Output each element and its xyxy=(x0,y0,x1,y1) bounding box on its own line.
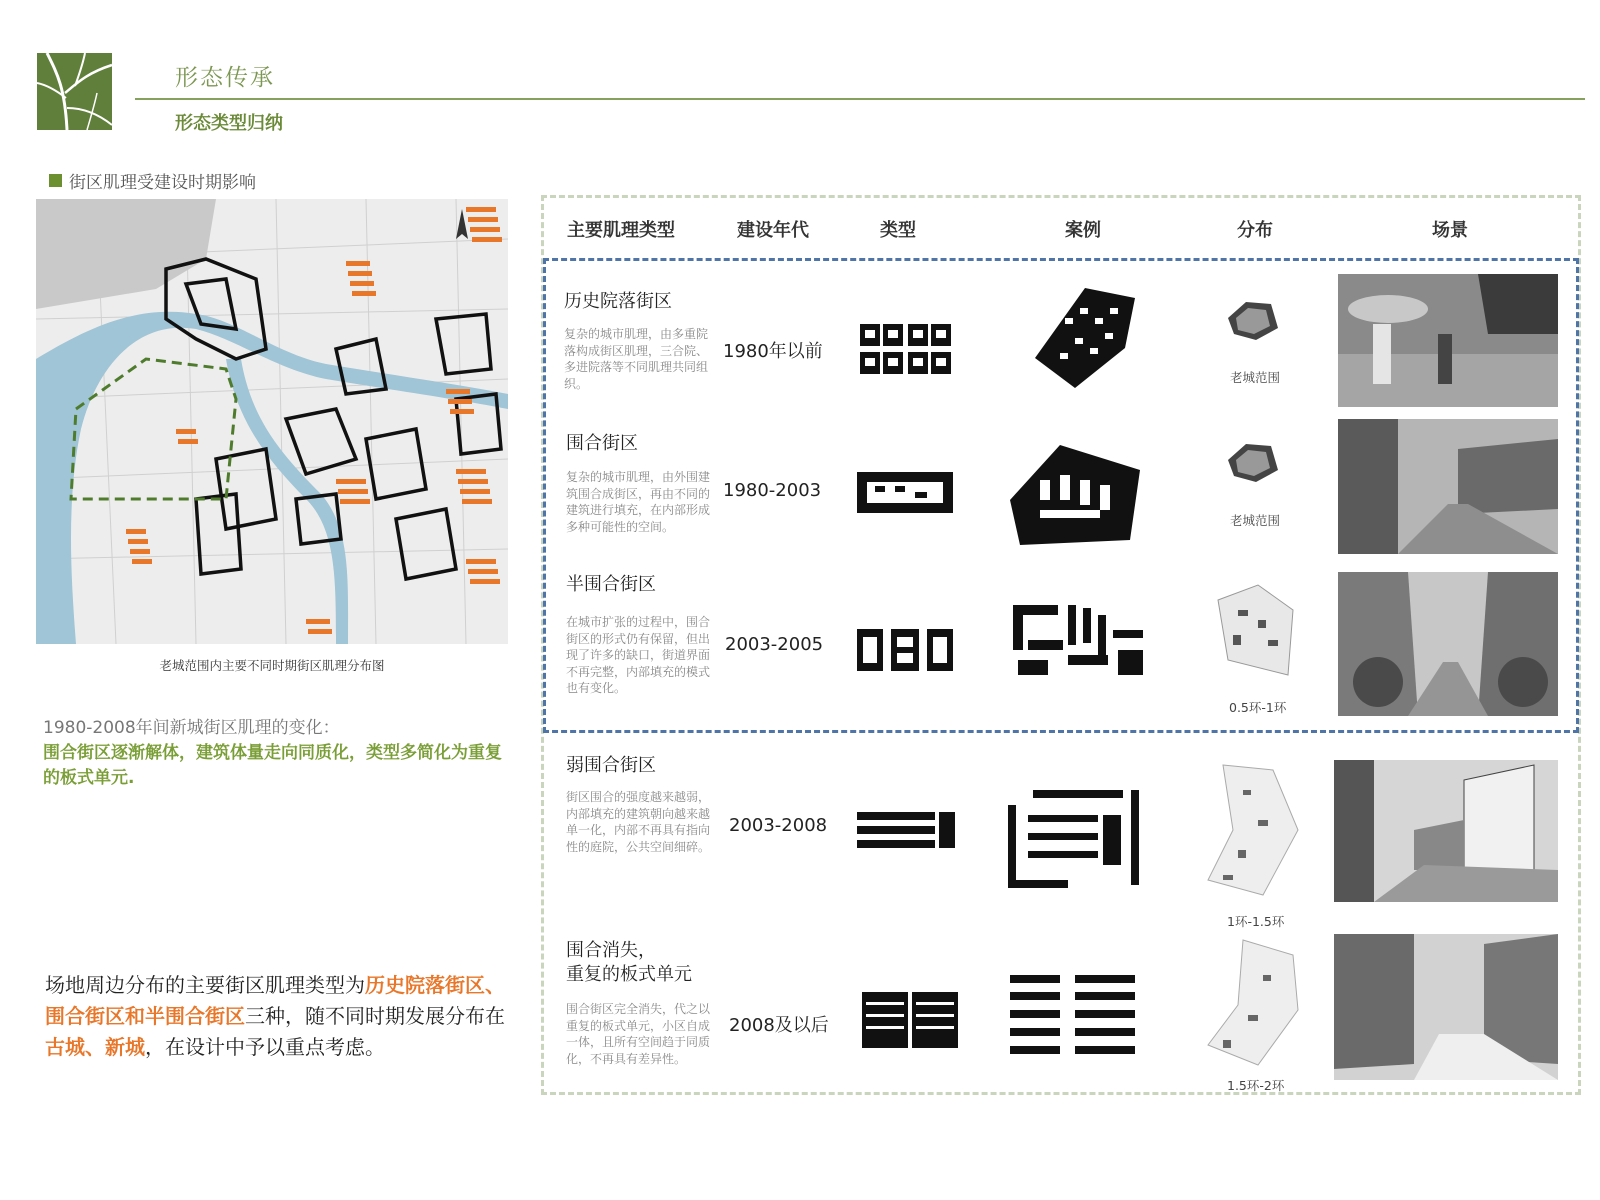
header-distribution: 分布 xyxy=(1237,220,1273,241)
row-4-name: 弱围合街区 xyxy=(566,755,656,776)
row-3-distribution-map xyxy=(1208,580,1298,680)
summary-highlight-2: 古城、新城 xyxy=(45,1035,145,1059)
change-highlight: 围合街区逐渐解体，建筑体量走向同质化，类型多简化为重复的板式单元. xyxy=(43,743,502,788)
row-3-desc: 在城市扩张的过程中，围合街区的形式仍有保留，但出现了许多的缺口，街道界面不再完整，内部填充的模式也有变化。 xyxy=(566,615,711,695)
summary-part-3: ，在设计中予以重点考虑。 xyxy=(145,1035,385,1059)
row-1-type-diagram xyxy=(858,322,953,377)
row-4-year: 2003-2008 xyxy=(729,815,828,836)
district-texture-map xyxy=(36,199,508,644)
row-5-distribution-label: 1.5环-2环 xyxy=(1227,1078,1285,1093)
page-title: 形态传承 xyxy=(175,65,275,91)
row-1-name: 历史院落街区 xyxy=(564,291,672,312)
row-4-example-plan xyxy=(1003,785,1143,895)
section-square-icon xyxy=(49,174,62,187)
header-example: 案例 xyxy=(1065,220,1101,241)
row-2-desc: 复杂的城市肌理，由外围建筑围合成街区，再由不同的建筑进行填充，在内部形成多种可能性的空间。 xyxy=(566,470,711,534)
summary-highlight-1: 历史院落街区、围合街区和半围合街区 xyxy=(45,973,505,1028)
row-1-example-plan xyxy=(1025,278,1145,398)
section-heading-text: 街区肌理受建设时期影响 xyxy=(69,173,256,193)
row-2-scene-photo xyxy=(1338,419,1558,554)
summary-paragraph xyxy=(45,970,505,1063)
row-3-type-diagram xyxy=(855,625,955,675)
row-1-year: 1980年以前 xyxy=(723,341,823,362)
change-intro: 1980-2008年间新城街区肌理的变化： xyxy=(43,718,340,738)
row-5-type-diagram xyxy=(860,990,960,1050)
row-2-year: 1980-2003 xyxy=(723,480,822,501)
logo-emblem xyxy=(37,53,112,130)
header-era: 建设年代 xyxy=(737,220,809,241)
change-description xyxy=(43,716,513,791)
row-4-scene-photo xyxy=(1334,760,1558,902)
row-4-distribution-map xyxy=(1203,760,1303,900)
header-type: 类型 xyxy=(880,220,916,241)
summary-part-2: 三种，随不同时期发展分布在 xyxy=(245,1004,505,1028)
map-caption: 老城范围内主要不同时期街区肌理分布图 xyxy=(159,658,385,673)
summary-part-1: 场地周边分布的主要街区肌理类型为 xyxy=(45,973,365,997)
row-1-distribution-label: 老城范围 xyxy=(1230,370,1281,385)
row-1-desc: 复杂的城市肌理，由多重院落构成街区肌理，三合院、多进院落等不同肌理共同组织。 xyxy=(564,327,709,391)
row-5-desc: 围合街区完全消失，代之以重复的板式单元，小区自成一体，且所有空间趋于同质化，不再具有差异性。 xyxy=(566,1002,711,1066)
row-2-example-plan xyxy=(1000,440,1150,550)
row-5-name: 围合消失， 重复的板式单元 xyxy=(566,940,692,985)
row-5-example-plan xyxy=(1005,970,1140,1060)
page-subtitle: 形态类型归纳 xyxy=(175,113,283,134)
row-3-example-plan xyxy=(1008,600,1148,685)
row-4-type-diagram xyxy=(855,808,957,856)
header-type-name: 主要肌理类型 xyxy=(567,220,675,241)
row-2-name: 围合街区 xyxy=(566,433,638,454)
row-2-distribution-map xyxy=(1226,440,1281,485)
header-divider xyxy=(135,98,1585,100)
row-2-type-diagram xyxy=(855,470,955,515)
header-scene: 场景 xyxy=(1432,220,1468,241)
row-3-scene-photo xyxy=(1338,572,1558,716)
row-3-name: 半围合街区 xyxy=(566,574,656,595)
row-2-distribution-label: 老城范围 xyxy=(1230,513,1281,528)
row-3-distribution-label: 0.5环-1环 xyxy=(1229,700,1287,715)
section-heading xyxy=(49,168,256,193)
row-5-distribution-map xyxy=(1203,935,1303,1070)
row-5-year: 2008及以后 xyxy=(729,1015,829,1036)
row-3-year: 2003-2005 xyxy=(725,634,824,655)
row-5-scene-photo xyxy=(1334,934,1558,1080)
row-1-distribution-map xyxy=(1226,298,1281,343)
row-1-scene-photo xyxy=(1338,274,1558,407)
row-4-distribution-label: 1环-1.5环 xyxy=(1227,914,1285,929)
row-4-desc: 街区围合的强度越来越弱，内部填充的建筑朝向越来越单一化，内部不再具有指向性的庭院，公共空间细碎。 xyxy=(566,790,711,854)
